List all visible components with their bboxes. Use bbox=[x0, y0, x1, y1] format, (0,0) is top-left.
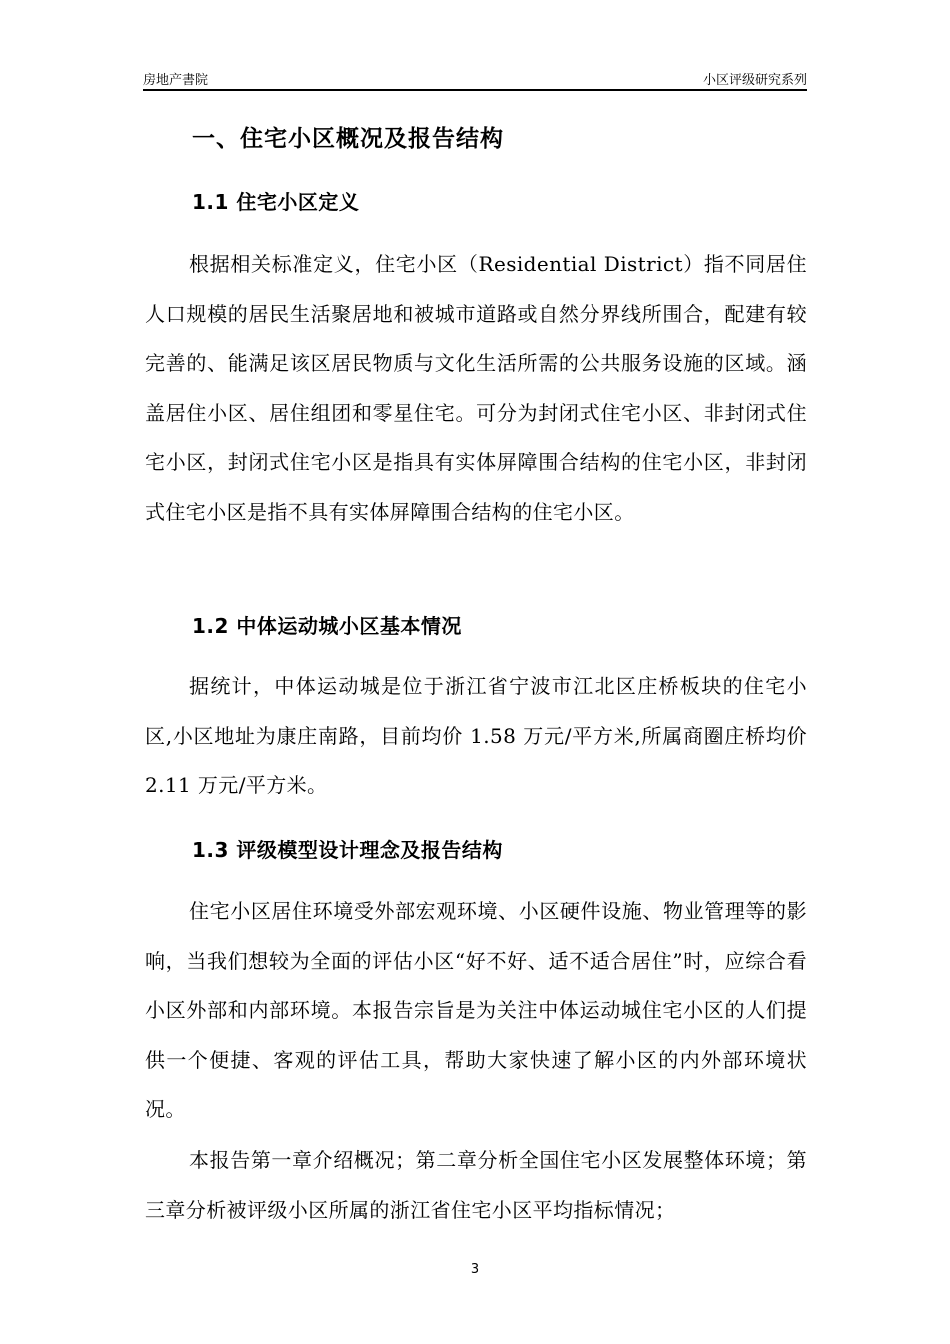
page-header bbox=[143, 66, 807, 88]
section-heading-1-1: 1.1 住宅小区定义 bbox=[192, 190, 360, 214]
paragraph-report-structure: 本报告第一章介绍概况；第二章分析全国住宅小区发展整体环境；第三章分析被评级小区所属的浙江省住宅小区平均指标情况； bbox=[145, 1148, 807, 1222]
paragraph-model-design: 住宅小区居住环境受外部宏观环境、小区硬件设施、物业管理等的影响，当我们想较为全面的评估小区“好不好、适不适合居住”时，应综合看小区外部和内部环境。本报告宗旨是为关注中体运动城住宅小区的人们提供一个便捷、客观的评估工具，帮助大家快速了解小区的内外部环境状况。 bbox=[145, 899, 807, 1121]
header-publisher: 房地产書院 bbox=[143, 73, 209, 88]
section-heading-1-2: 1.2 中体运动城小区基本情况 bbox=[192, 614, 462, 638]
paragraph-definition: 根据相关标准定义，住宅小区（Residential District）指不同居住人口规模的居民生活聚居地和被城市道路或自然分界线所围合，配建有较完善的、能满足该区居民物质与文化生活所需的公共服务设施的区域。涵盖居住小区、居住组团和零星住宅。可分为封闭式住宅小区、非封闭式住宅小区，封闭式住宅小区是指具有实体屏障围合结构的住宅小区，非封闭式住宅小区是指不具有实体屏障围合结构的住宅小区。 bbox=[145, 252, 807, 524]
page-number: 3 bbox=[470, 1262, 480, 1277]
header-series: 小区评级研究系列 bbox=[702, 73, 807, 88]
chapter-title: 一、住宅小区概况及报告结构 bbox=[192, 126, 504, 152]
paragraph-community-info: 据统计，中体运动城是位于浙江省宁波市江北区庄桥板块的住宅小区,小区地址为康庄南路，目前均价 1.58 万元/平方米,所属商圈庄桥均价 2.11 万元/平方米。 bbox=[145, 674, 807, 797]
header-divider bbox=[143, 89, 807, 91]
section-heading-1-3: 1.3 评级模型设计理念及报告结构 bbox=[192, 838, 503, 862]
